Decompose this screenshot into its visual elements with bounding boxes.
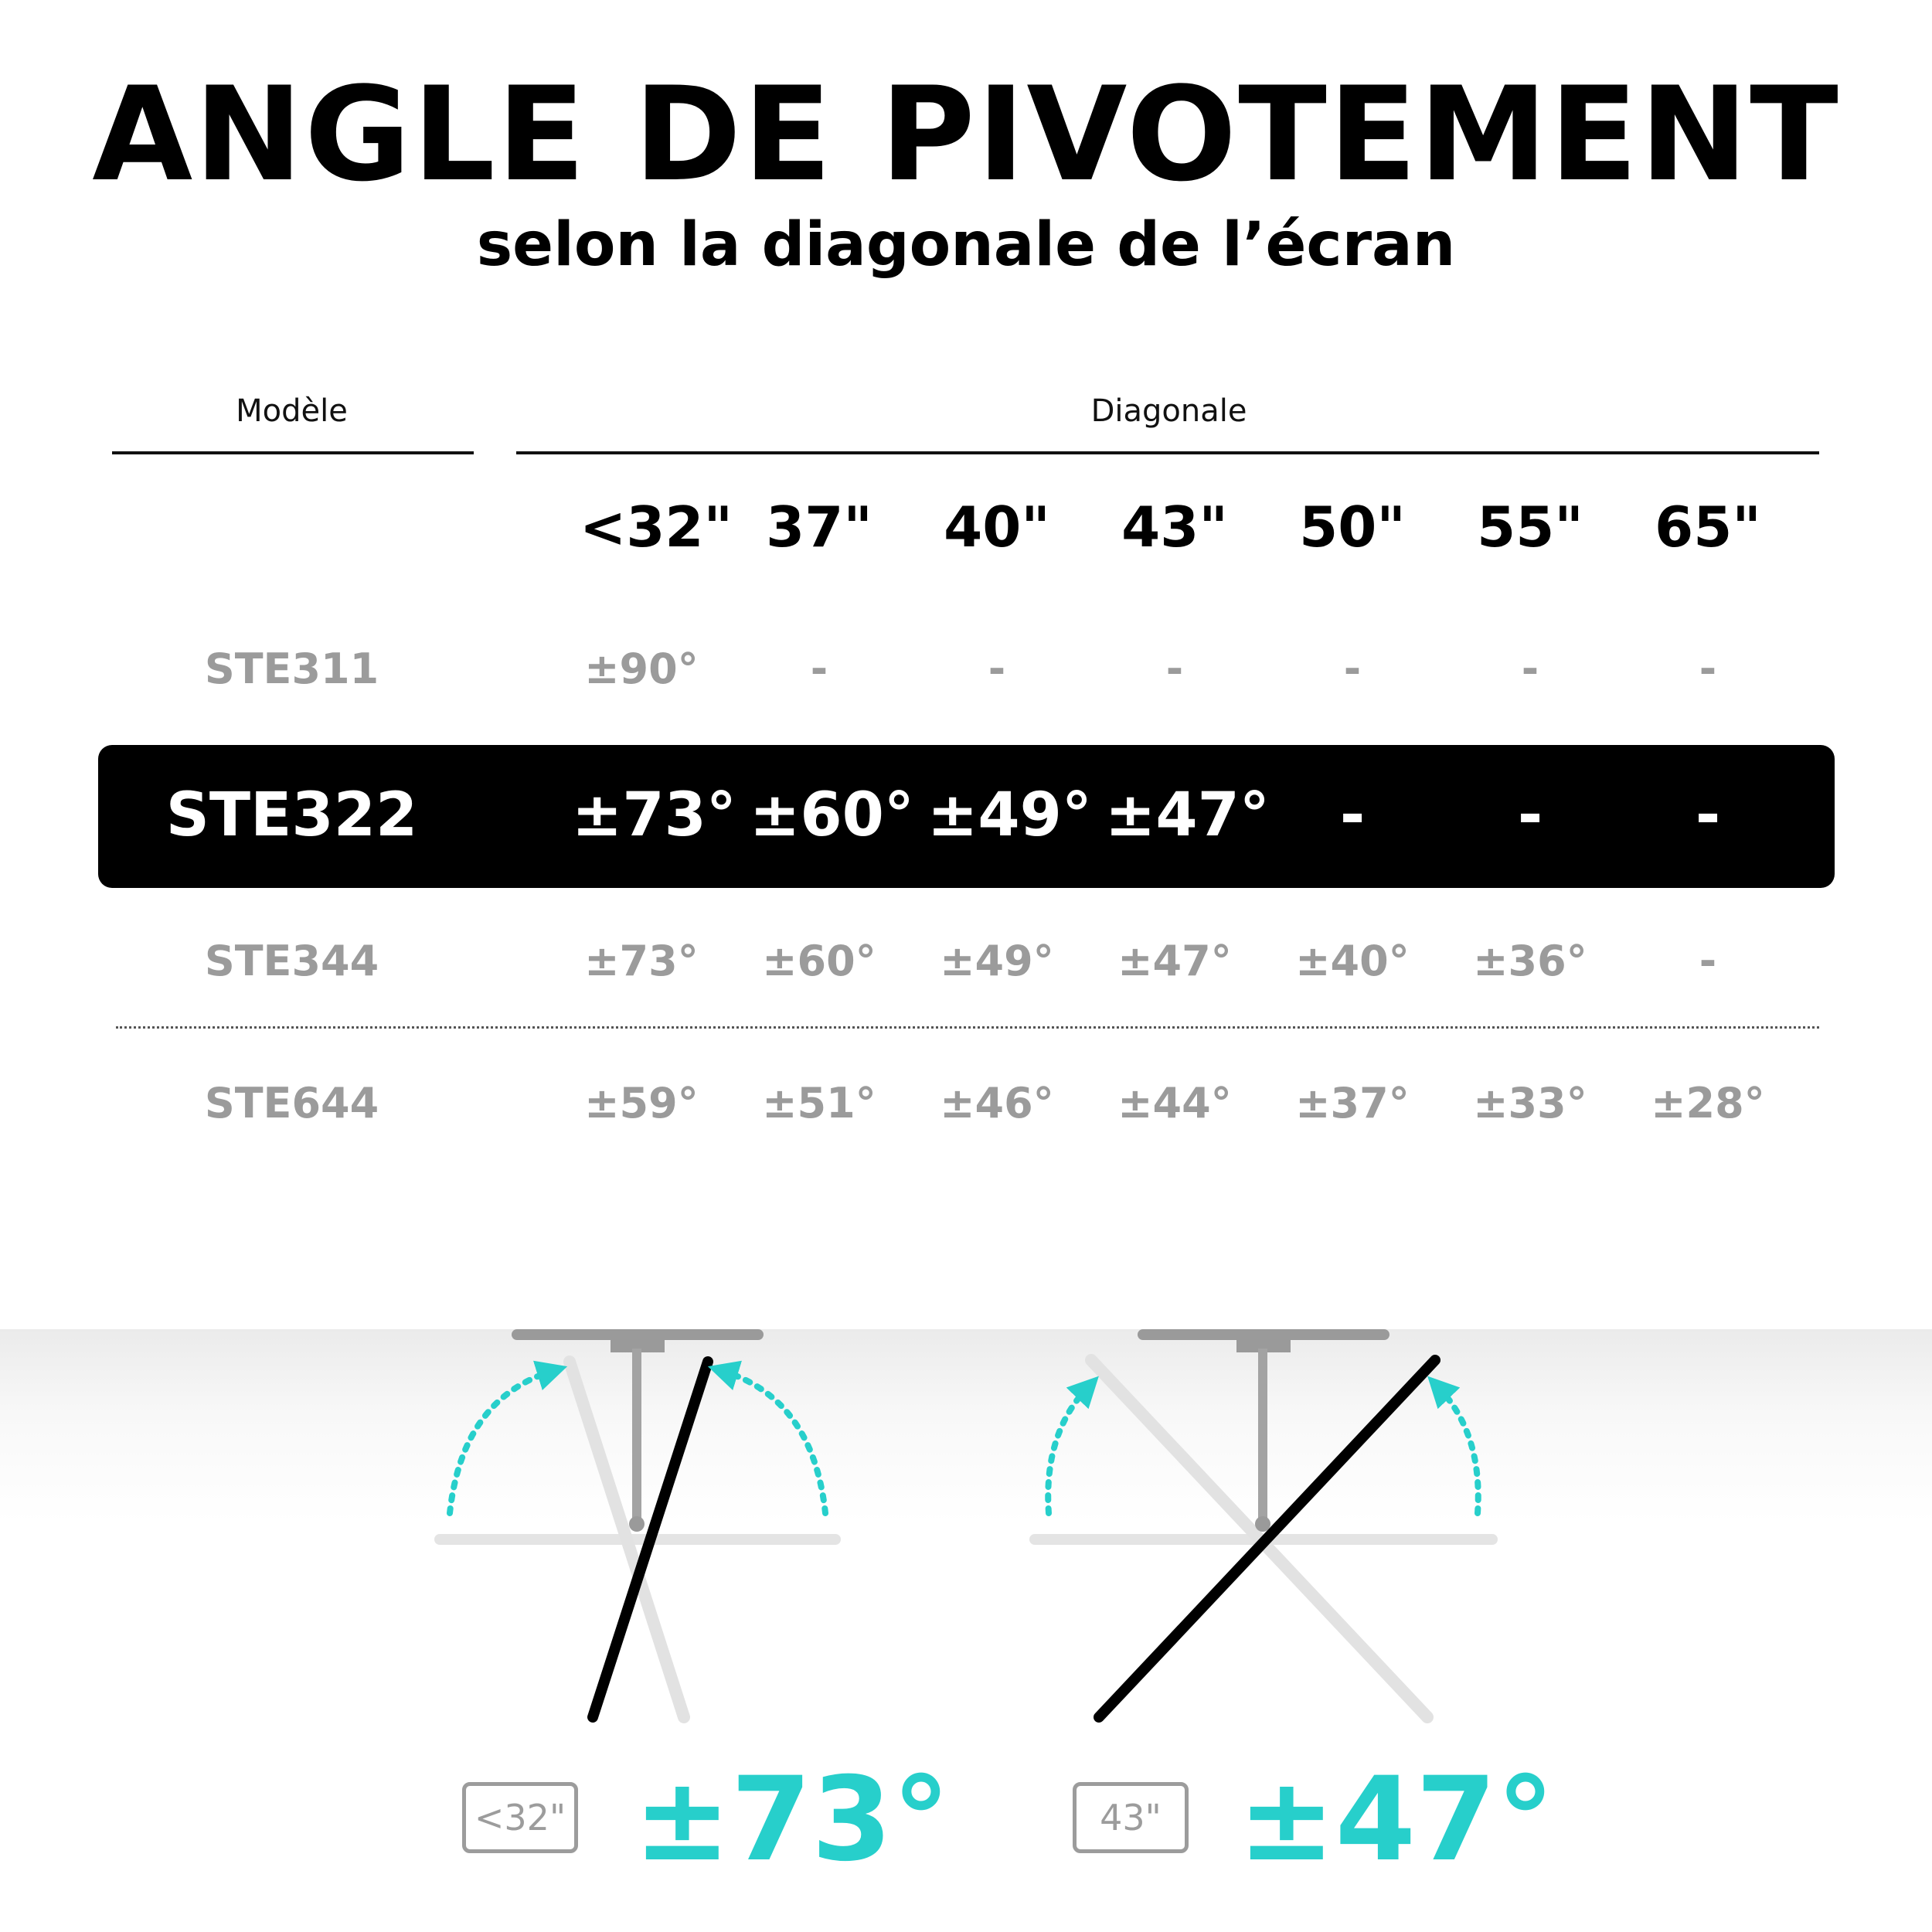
angle-cell: - (1699, 645, 1717, 693)
angle-cell: ±44° (1117, 1079, 1232, 1128)
page-title: ANGLE DE PIVOTEMENT (92, 59, 1840, 210)
screen-size-badge: 43" (1073, 1782, 1189, 1853)
diagonal-column-header: Diagonale (1090, 393, 1247, 429)
size-header-cell: 65" (1655, 495, 1761, 560)
size-header-cell: 43" (1121, 495, 1228, 560)
pivot-angle-label: ±73° (634, 1753, 951, 1887)
angle-cell: ±46° (940, 1079, 1054, 1128)
angle-cell: - (988, 645, 1006, 693)
model-name: STE322 (165, 781, 418, 850)
angle-cell: ±51° (762, 1079, 876, 1128)
angle-cell: - (1699, 937, 1717, 985)
angle-cell: - (1521, 645, 1539, 693)
size-header-cell: <32" (580, 495, 733, 560)
angle-cell: ±60° (750, 781, 914, 850)
angle-cell: ±36° (1473, 937, 1587, 985)
pivot-angle-label: ±47° (1238, 1753, 1555, 1887)
angle-cell: ±47° (1105, 781, 1270, 850)
angle-cell: ±47° (1117, 937, 1232, 985)
pivot-diagram-large (1029, 1329, 1498, 1717)
page-subtitle: selon la diagonale de l’écran (476, 210, 1456, 280)
model-column-header: Modèle (236, 393, 348, 429)
angle-cell: ±90° (584, 645, 699, 693)
model-name: STE644 (204, 1079, 379, 1128)
angle-cell: - (1343, 645, 1362, 693)
angle-cell: - (810, 645, 828, 693)
angle-cell: ±73° (572, 781, 736, 850)
angle-cell: ±40° (1295, 937, 1410, 985)
model-name: STE311 (204, 645, 379, 693)
angle-cell: ±28° (1651, 1079, 1765, 1128)
screen-size-badge: <32" (462, 1782, 578, 1853)
angle-cell: ±73° (584, 937, 699, 985)
angle-cell: - (1695, 781, 1721, 850)
size-header-cell: 50" (1299, 495, 1406, 560)
angle-cell: ±49° (940, 937, 1054, 985)
angle-cell: ±59° (584, 1079, 699, 1128)
model-name: STE344 (204, 937, 379, 985)
angle-cell: ±60° (762, 937, 876, 985)
angle-cell: ±37° (1295, 1079, 1410, 1128)
angle-cell: ±49° (927, 781, 1092, 850)
angle-cell: - (1517, 781, 1543, 850)
size-header-cell: 37" (766, 495, 872, 560)
size-header-cell: 40" (944, 495, 1050, 560)
size-header-cell: 55" (1477, 495, 1583, 560)
pivot-diagram-small (434, 1329, 841, 1717)
angle-cell: - (1165, 645, 1184, 693)
angle-cell: - (1339, 781, 1366, 850)
angle-cell: ±33° (1473, 1079, 1587, 1128)
